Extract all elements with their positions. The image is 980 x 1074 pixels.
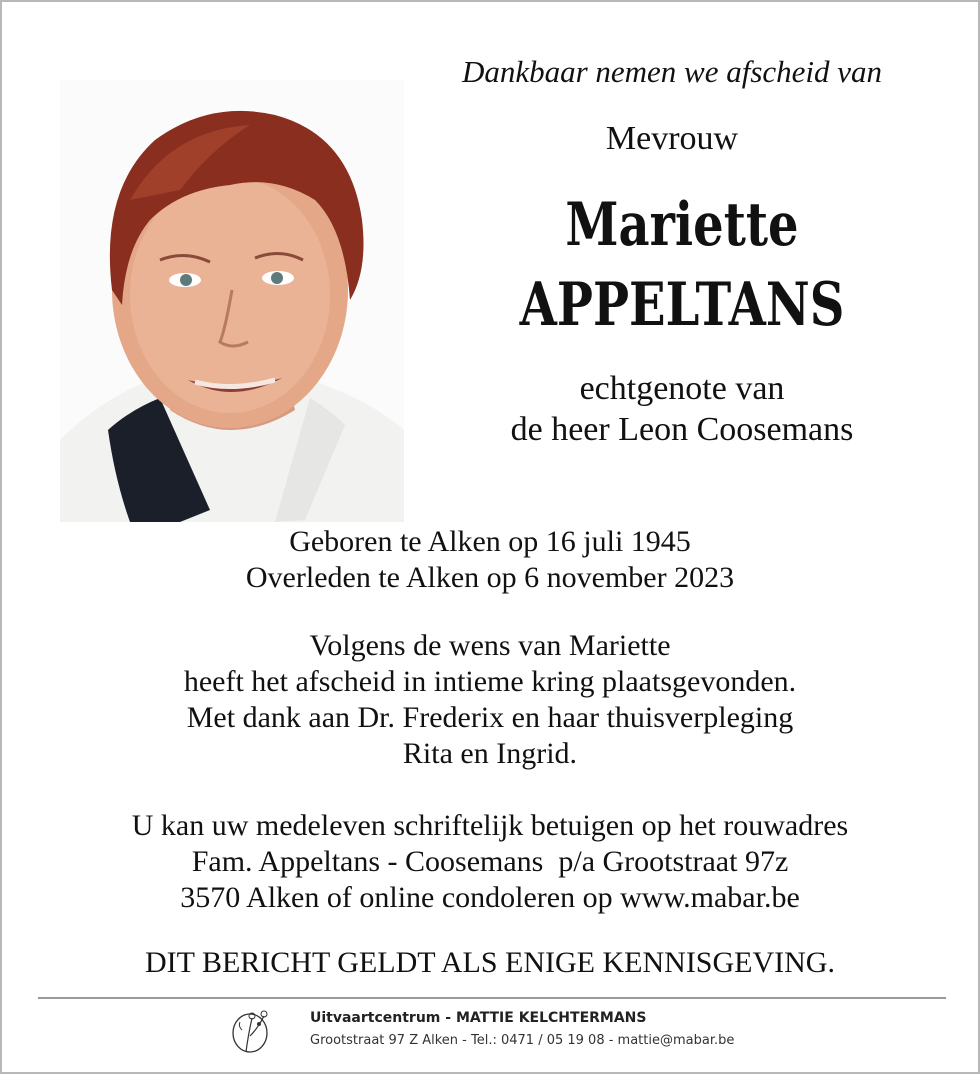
first-name: Mariette [565, 190, 799, 260]
footer-divider [38, 997, 946, 999]
portrait-photo [60, 80, 404, 522]
address-line: Fam. Appeltans - Coosemans p/a Grootstraat 97z [191, 845, 789, 878]
spouse-line: de heer Leon Coosemans [510, 411, 854, 448]
honorific: Mevrouw [605, 120, 739, 157]
address-line: U kan uw medeleven schriftelijk betuigen op het rouwadres [131, 809, 849, 842]
address-block [2, 808, 978, 916]
last-name: APPELTANS [519, 270, 845, 340]
notice-text: DIT BERICHT GELDT ALS ENIGE KENNISGEVING. [145, 946, 835, 979]
funeral-home-name: Uitvaartcentrum - MATTIE KELCHTERMANS [310, 1010, 647, 1026]
birth-line: Geboren te Alken op 16 juli 1945 [289, 525, 691, 558]
spouse-block [422, 368, 942, 450]
flower-logo-icon [228, 1006, 292, 1056]
spouse-line: echtgenote van [579, 370, 785, 407]
intro-text: Dankbaar nemen we afscheid van [461, 54, 883, 89]
death-line: Overleden te Alken op 6 november 2023 [245, 561, 735, 594]
wish-block [2, 628, 978, 772]
wish-line: Rita en Ingrid. [402, 737, 578, 770]
wish-line: Volgens de wens van Mariette [309, 629, 671, 662]
dates-block [2, 524, 978, 596]
wish-line: heeft het afscheid in intieme kring plaatsgevonden. [183, 665, 797, 698]
funeral-home-contact: Grootstraat 97 Z Alken - Tel.: 0471 / 05 19 08 - mattie@mabar.be [310, 1033, 735, 1048]
address-line: 3570 Alken of online condoleren op www.mabar.be [180, 881, 800, 914]
wish-line: Met dank aan Dr. Frederix en haar thuisverpleging [186, 701, 794, 734]
